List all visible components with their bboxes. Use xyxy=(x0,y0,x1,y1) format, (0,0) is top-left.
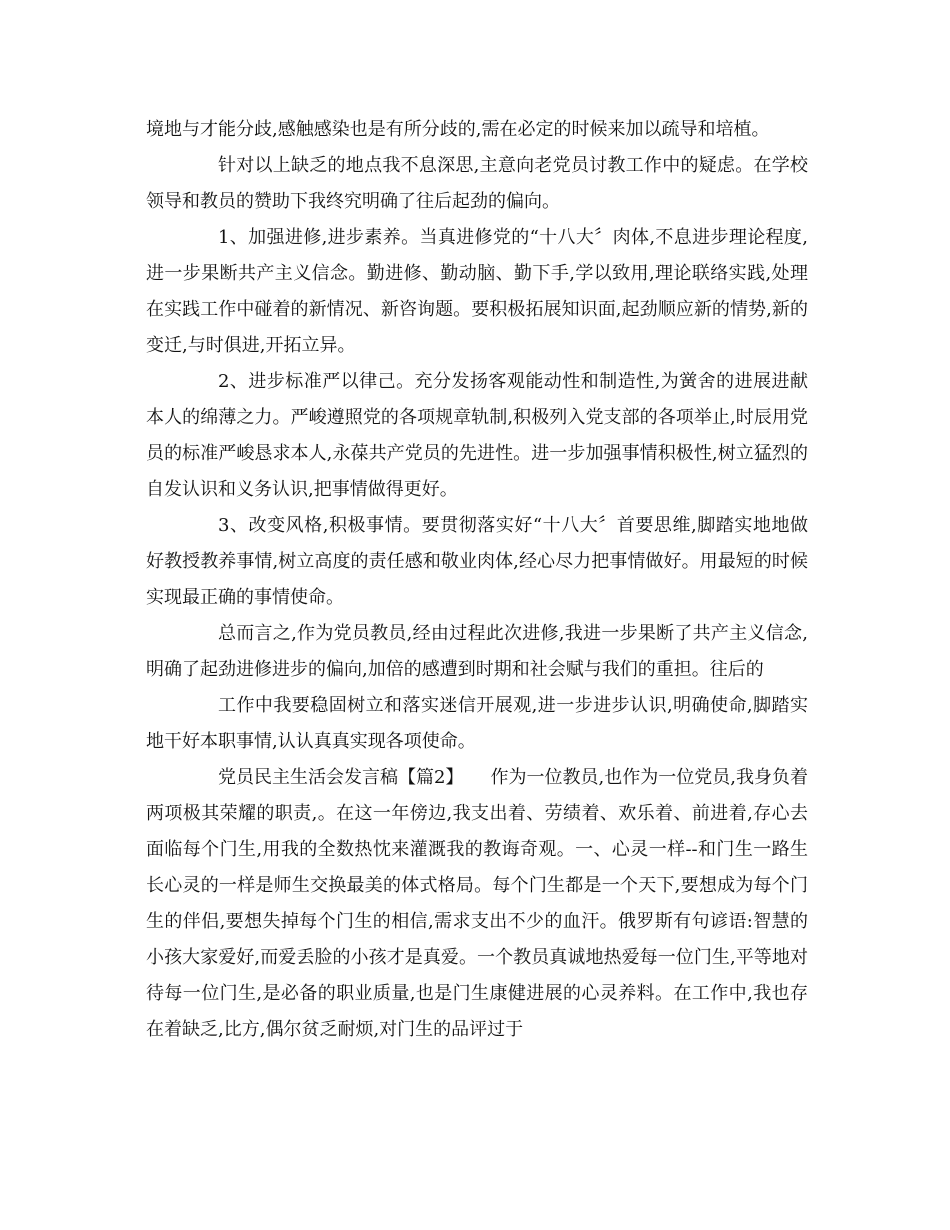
paragraph-point-2: 2、进步标准严以律己。充分发扬客观能动性和制造性,为黉舍的进展进献本人的绵薄之力。严峻遵照党的各项规章轨制,积极列入党支部的各项举止,时辰用党员的标准严峻恳求本人,永葆共产党员的先进性。进一步加强事情积极性,树立猛烈的自发认识和义务认识,把事情做得更好。 xyxy=(146,371,808,500)
document-body xyxy=(146,112,808,1048)
paragraph-article-2: 党员民主生活会发言稿【篇2】 作为一位教员,也作为一位党员,我身负着两项极其荣耀的职责,。在这一年傍边,我支出着、劳绩着、欢乐着、前进着,存心去面临每个门生,用我的全数热忱来灌溉我的教诲奇观。一、心灵一样--和门生一路生长心灵的一样是师生交换最美的体式格局。每个门生都是一个天下,要想成为每个门生的伴侣,要想失掉每个门生的相信,需求支出不少的血汗。俄罗斯有句谚语:智慧的小孩大家爱好,而爱丢脸的小孩才是真爱。一个教员真诚地热爱每一位门生,平等地对待每一位门生,是必备的职业质量,也是门生康健进展的心灵养料。在工作中,我也存在着缺乏,比方,偶尔贫乏耐烦,对门生的品评过于 xyxy=(146,767,808,1040)
paragraph-continuation: 境地与才能分歧,感触感染也是有所分歧的,需在必定的时候来加以疏导和培植。 xyxy=(146,119,770,140)
paragraph-summary: 总而言之,作为党员教员,经由过程此次进修,我进一步果断了共产主义信念,明确了起劲进修进步的偏向,加倍的感遭到时期和社会赋与我们的重担。往后的 xyxy=(146,623,808,680)
paragraph-point-3: 3、改变风格,积极事情。要贯彻落实好“十八大〞首要思维,脚踏实地地做好教授教养事情,树立高度的责任感和敬业肉体,经心尽力把事情做好。用最短的时候实现最正确的事情使命。 xyxy=(146,515,808,608)
paragraph-reflection: 针对以上缺乏的地点我不息深思,主意向老党员讨教工作中的疑虑。在学校领导和教员的赞助下我终究明确了往后起劲的偏向。 xyxy=(146,155,808,212)
paragraph-point-1: 1、加强进修,进步素养。当真进修党的“十八大〞肉体,不息进步理论程度,进一步果断共产主义信念。勤进修、勤动脑、勤下手,学以致用,理论联络实践,处理在实践工作中碰着的新情况、新咨询题。要积极拓展知识面,起劲顺应新的情势,新的变迁,与时俱进,开拓立异。 xyxy=(146,227,808,356)
paragraph-future-work: 工作中我要稳固树立和落实迷信开展观,进一步进步认识,明确使命,脚踏实地干好本职事情,认认真真实现各项使命。 xyxy=(146,695,808,752)
